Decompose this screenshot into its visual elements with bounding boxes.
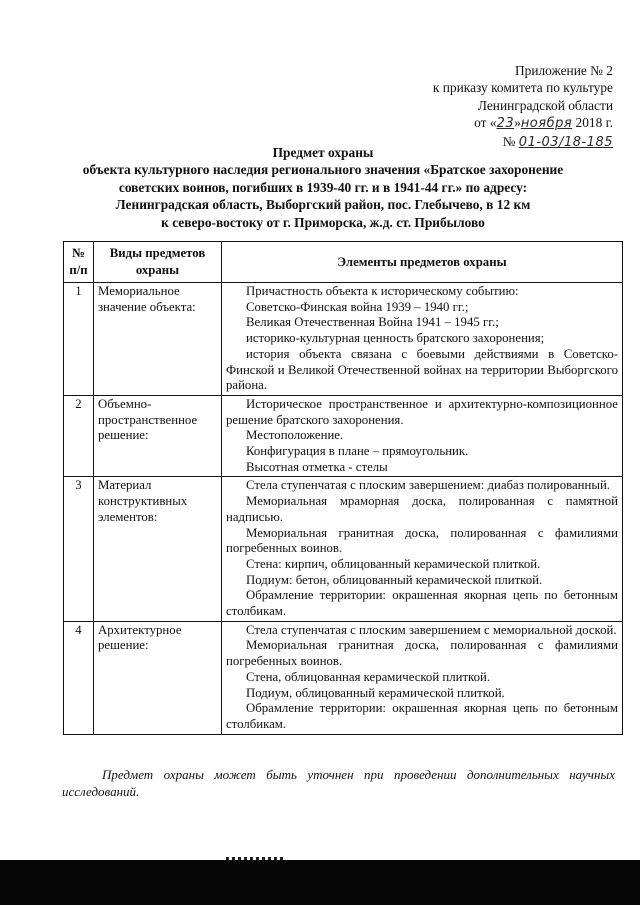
element-item: Стела ступенчатая с плоским завершением с мемориальной доской. [246,622,617,637]
handwritten-month: ноября [520,116,573,132]
title-line-4: Ленинградская область, Выборгский район, пос. Глебычево, в 12 км [115,197,531,213]
title-line-5: к северо-востоку от г. Приморска, ж.д. ст. Прибылово [161,214,485,230]
header-elements: Элементы предметов охраны [222,242,623,283]
order-date: от «23»ноября 2018 г. [474,115,613,132]
table-row [64,283,623,396]
protection-subject-table [63,241,623,735]
row-elements [222,283,623,396]
element-item: Местоположение. [246,428,344,443]
row-kind: Объемно-пространственное решение: [94,395,222,477]
order-reference: к приказу комитета по культуре [432,80,613,96]
element-item: Обрамление территории: окрашенная якорная цепь по бетонным столбикам. [226,588,618,619]
element-item: Мемориальная гранитная доска, полированная с фамилиями погребенных воинов. [226,525,618,556]
element-item: Историческое пространственное и архитектурно-композиционное решение братского захоронения. [226,396,618,427]
row-elements [222,395,623,477]
title-line-3: советских воинов, погибших в 1939-40 гг. и в 1941-44 гг.» по адресу: [118,179,528,195]
element-item: история объекта связана с боевыми действиями в Советско-Финской и Великой Отечественной войнах на территории Выборгского района. [226,346,618,393]
region-name: Ленинградской области [477,97,613,113]
title-line-1: Предмет охраны [272,145,374,160]
element-item: историко-культурная ценность братского захоронения; [246,331,545,346]
element-item: Стена, облицованная керамической плиткой. [246,669,491,684]
element-item: Подиум: бетон, облицованный керамической плиткой. [246,572,543,587]
scan-bottom-edge [0,860,640,905]
element-item: Стена: кирпич, облицованный керамической плиткой. [246,556,541,571]
element-item: Мемориальная гранитная доска, полированная с фамилиями погребенных воинов. [226,638,618,669]
header-kind: Виды предметов охраны [94,242,222,283]
row-kind: Архитектурное решение: [94,621,222,734]
row-number: 3 [64,477,94,621]
row-elements [222,621,623,734]
order-number: № 01-03/18-185 [502,133,613,150]
row-kind: Материал конструктивных элементов: [94,477,222,621]
table-header-row [64,242,623,283]
appendix-label: Приложение № 2 [514,63,613,78]
footnote: Предмет охраны может быть уточнен при проведении дополнительных научных исследований. [62,767,615,799]
element-item: Обрамление территории: окрашенная якорная цепь по бетонным столбикам. [226,701,618,731]
row-number: 4 [64,621,94,734]
row-number: 2 [64,395,94,477]
document-title [40,144,606,231]
element-item: Советско-Финская война 1939 – 1940 гг.; [246,299,469,314]
element-item: Стела ступенчатая с плоским завершением: диабаз полированный. [246,478,610,493]
handwritten-day: 23 [496,116,515,132]
document-header [353,62,613,151]
element-item: Великая Отечественная Война 1941 – 1945 гг.; [246,315,499,330]
table-row [64,621,623,734]
handwritten-number: 01-03/18-185 [518,134,613,150]
table-row [64,395,623,477]
element-item: Конфигурация в плане – прямоугольник. [246,444,469,459]
table-row [64,477,623,621]
row-kind: Мемориальное значение объекта: [94,283,222,396]
row-elements [222,477,623,621]
element-item: Мемориальная мраморная доска, полированная с памятной надписью. [226,494,618,524]
row-number: 1 [64,283,94,396]
title-line-2: объекта культурного наследия регионального значения «Братское захоронение [82,162,564,178]
element-item: Высотная отметка - стелы [246,459,388,474]
element-item: Причастность объекта к историческому событию: [246,284,519,298]
header-number: № п/п [64,242,94,283]
element-item: Подиум, облицованный керамической плиткой. [246,685,505,700]
